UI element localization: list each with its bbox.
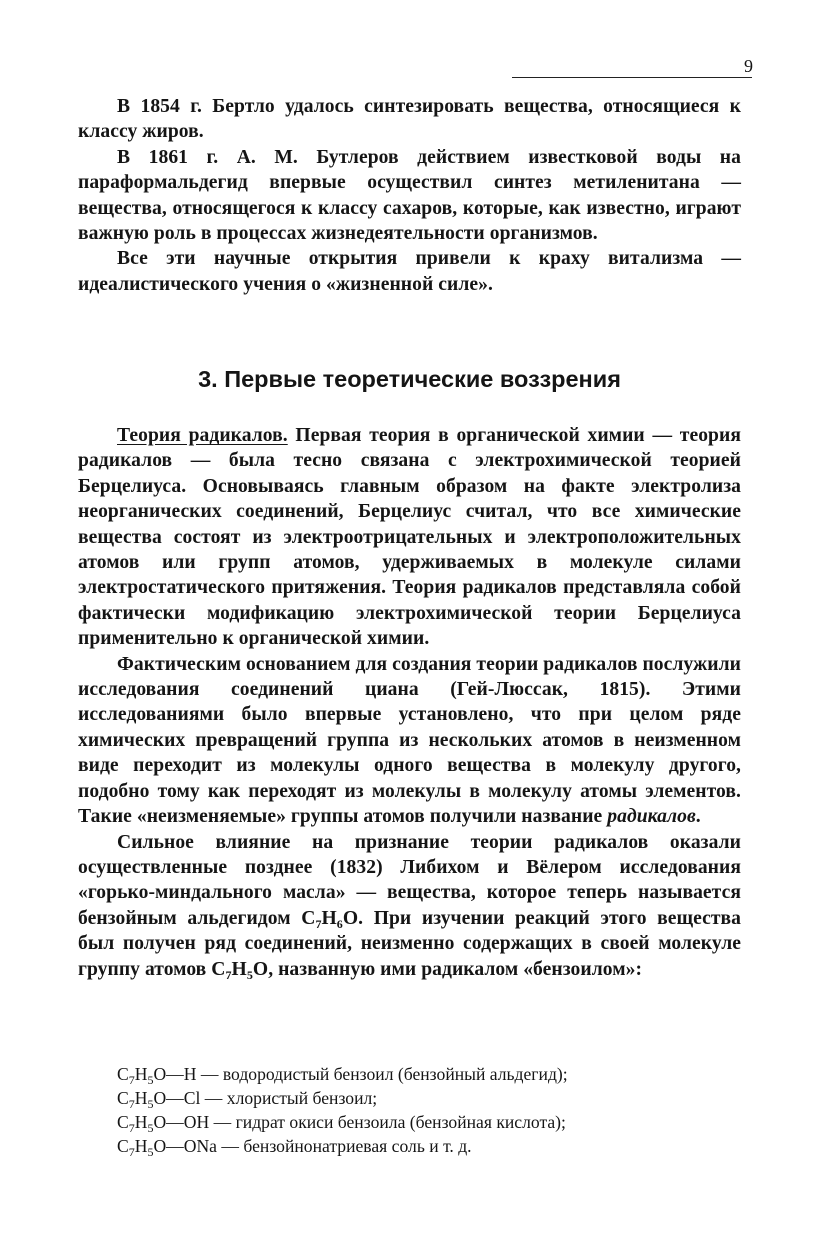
paragraph-benzoyl-b: . При изучении реакций этого вещества был получен ряд соединений, неизменно содержащих в своей молекуле группу атомов [78, 907, 742, 980]
paragraph-radical-theory [78, 423, 741, 652]
paragraph-cyan-research [78, 652, 741, 830]
formula-list-item: $C_7H_5O—H$ — водородистый бензоил (бензойный альдегид); [117, 1064, 568, 1087]
paragraph-butlerov: В 1861 г. А. М. Бутлеров действием известковой воды на параформальдегид впервые осуществил синтез метиленитана — вещества, относящегося к классу сахаров, которые, как известно, играют важную роль в процессах жизнедеятельности организмов. [78, 146, 741, 245]
term-radicals: радикалов [607, 806, 696, 828]
formula-list-item: $C_7H_5O—ONa$ — бензойнонатриевая соль и т. д. [117, 1136, 472, 1159]
section-heading: 3. Первые теоретические воззрения [198, 366, 621, 392]
intro-text [78, 94, 741, 297]
formula-benzoyl-group: $C_7H_5O$ [211, 958, 269, 982]
paragraph-radical-theory-text: Первая теория в органической химии — теория радикалов — была тесно связана с электрохимической теорией Берцелиуса. Основываясь главным образом на факте электролиза неорганических соединений, Берцелиус считал, что все химические вещества состоят из электроотрицательных и электроположительных атомов или групп атомов, удерживаемых в молекуле силами электростатического притяжения. Теория радикалов представляла собой фактически модификацию электрохимической теории Берцелиуса применительно к органической химии. [78, 425, 741, 650]
paragraph-benzoyl-c: , названную ими радикалом «бензоилом»: [268, 958, 643, 980]
header-rule [512, 77, 752, 78]
paragraph-benzoyl [78, 830, 741, 982]
runin-heading: Теория радикалов. [117, 425, 288, 446]
formula-list-item: $C_7H_5O—OH$ — гидрат окиси бензоила (бензойная кислота); [117, 1112, 566, 1135]
paragraph-cyan-text: Фактическим основанием для создания теории радикалов послужили исследования соединений циана (Гей-Люссак, 1815). Этими исследованиями было впервые установлено, что при целом ряде химических превращений группа из нескольких атомов в неизменном виде переходит из молекулы одного вещества в молекулу другого, подобно тому как переходят из молекулы в молекулу атомы элементов. Такие «неизменяемые» группы атомов получили название [78, 653, 741, 828]
section-text [78, 423, 741, 982]
formula-benzaldehyde: $C_7H_6O$ [301, 907, 359, 931]
paragraph-vitalism: Все эти научные открытия привели к краху витализма — идеалистического учения о «жизненной силе». [78, 248, 741, 295]
paragraph-benzoyl-a: Сильное влияние на признание теории радикалов оказали осуществленные позднее (1832) Либихом и Вёлером исследования «горько-миндального масла» — вещества, которое теперь называется бензойным альдегидом [78, 831, 741, 929]
paragraph-bertlo: В 1854 г. Бертло удалось синтезировать вещества, относящиеся к классу жиров. [78, 96, 741, 143]
page-number: 9 [744, 56, 753, 76]
formula-list [117, 1062, 757, 1158]
paragraph-cyan-end: . [695, 806, 701, 828]
formula-list-item: $C_7H_5O—Cl$ — хлористый бензоил; [117, 1088, 378, 1111]
